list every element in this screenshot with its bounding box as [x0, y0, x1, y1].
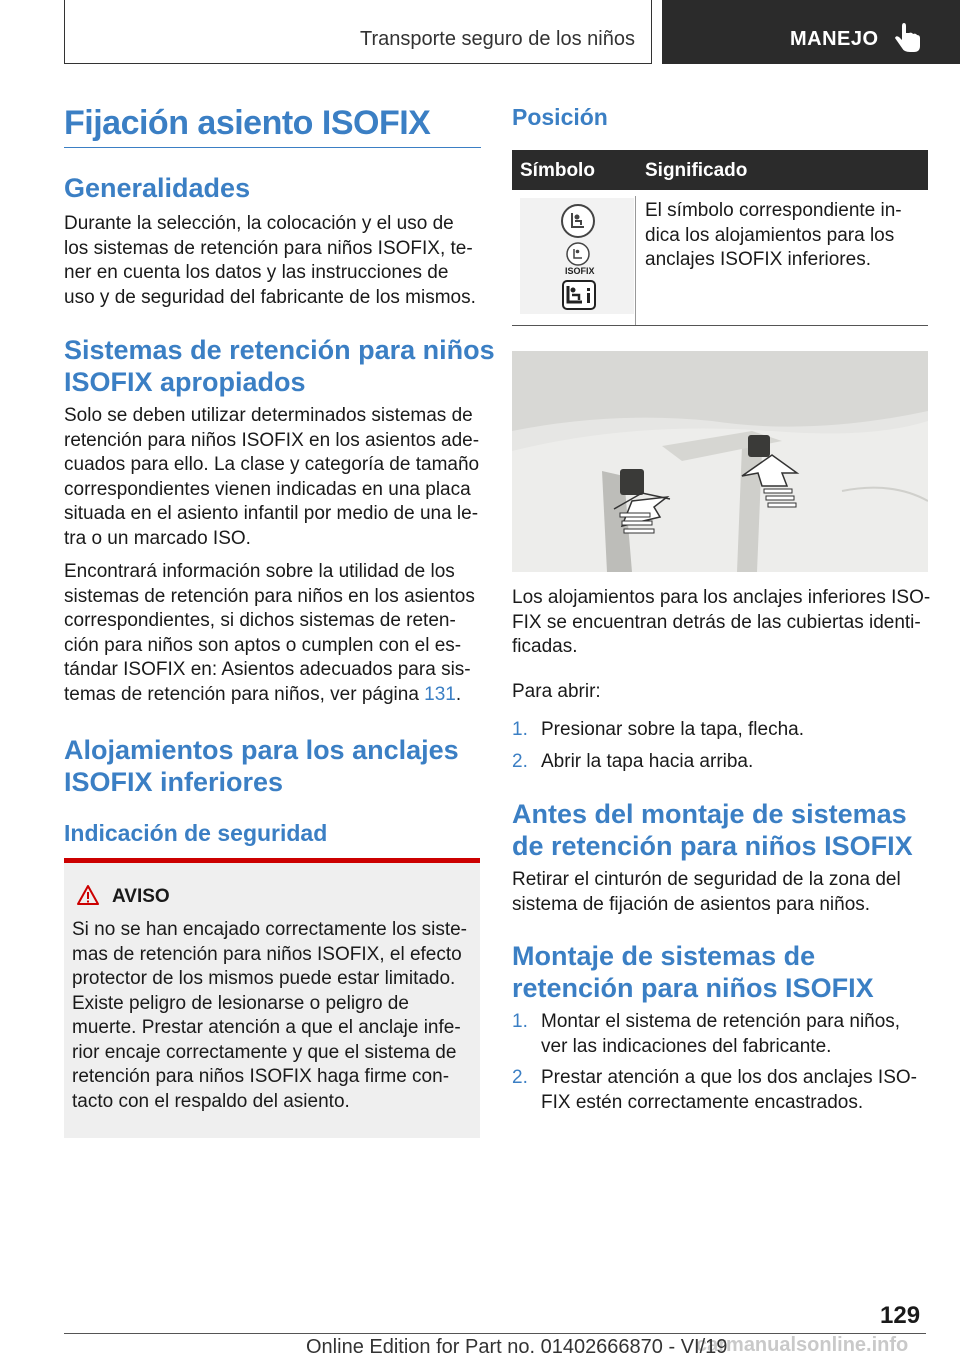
text-line: Existe peligro de lesionarse o peligro de: [72, 992, 409, 1014]
text-line: cuados para ello. La clase y categoría de tamaño: [64, 454, 480, 475]
text-line: protector de los mismos puede estar limitado.: [72, 968, 456, 989]
text-line: Retirar el cinturón de seguridad de la zona del: [512, 869, 901, 890]
list-item: [512, 750, 754, 775]
text-line: Los alojamientos para los anclajes inferiores ISO‐: [512, 587, 931, 608]
sistemas-paragraph-2: [64, 560, 475, 707]
heading-line: ISOFIX apropiados: [64, 367, 306, 397]
footer-edition: Online Edition for Part no. 01402666870 - VI/19: [306, 1336, 728, 1358]
text-line: ver las indicaciones del fabricante.: [541, 1035, 832, 1057]
heading-indicacion: Indicación de seguridad: [64, 820, 328, 846]
heading-line: de retención para niños ISOFIX: [512, 831, 913, 861]
list-item: [512, 718, 804, 743]
heading-posicion: Posición: [512, 104, 608, 130]
list-item: [512, 1066, 928, 1113]
table-bottom-rule: [512, 325, 928, 326]
heading-line: Antes del montaje de sistemas: [512, 799, 907, 829]
section-title: Transporte seguro de los niños: [360, 28, 635, 50]
page-number: 129: [880, 1302, 921, 1329]
text-line: tacto con el respaldo del asiento.: [72, 1090, 350, 1112]
warning-triangle-icon: [76, 884, 100, 906]
heading-sistemas: [64, 334, 495, 398]
text-line: situada en el asiento infantil por medio de una le‐: [64, 503, 479, 524]
table-header-simbolo: Símbolo: [520, 160, 595, 181]
table-header-significado: Significado: [645, 160, 748, 181]
isofix-anchors-photo: [512, 351, 928, 572]
text-line: ner en cuenta los datos y las instrucciones de: [64, 262, 449, 283]
list-text: Abrir la tapa hacia arriba.: [541, 751, 754, 772]
sistemas-paragraph-1: [64, 404, 479, 551]
text-line: correspondientes, si dichos sistemas de reten‐: [64, 610, 456, 631]
header-bottom-border: [64, 63, 652, 64]
text-line: los sistemas de retención para niños ISOFIX, te‐: [64, 237, 473, 259]
text-line: Prestar atención a que los dos anclajes ISO‐: [541, 1067, 917, 1088]
text-line: correspondientes vienen indicadas en una placa: [64, 478, 471, 500]
list-text: [541, 1010, 900, 1059]
heading-antes: [512, 798, 913, 862]
heading-generalidades: Generalidades: [64, 173, 251, 203]
text-line: anclajes ISOFIX inferiores.: [645, 249, 871, 270]
text-line: retención para niños ISOFIX haga firme con‐: [72, 1066, 450, 1087]
text-line: rior encaje correctamente y que el sistema de: [72, 1041, 457, 1063]
list-number: 2.: [512, 1067, 528, 1088]
text-line: muerte. Prestar atención a que el anclaje infe‐: [72, 1017, 461, 1038]
page-title: Fijación asiento ISOFIX: [64, 104, 431, 142]
text-line: ción para niños son aptos o cumplen con el es‐: [64, 634, 462, 656]
heading-line: Montaje de sistemas de: [512, 941, 816, 971]
text-line: sistemas de retención para niños en los asientos: [64, 585, 475, 607]
text-line: uso y de seguridad del fabricante de los mismos.: [64, 286, 476, 308]
text-line: mas de retención para niños ISOFIX, el efecto: [72, 943, 462, 965]
child-seat-small-icon: [565, 241, 591, 267]
chapter-tab-label: MANEJO: [790, 28, 879, 50]
child-seat-circle-icon: [560, 203, 596, 239]
text-line: Durante la selección, la colocación y el uso de: [64, 213, 454, 234]
heading-line: Sistemas de retención para niños: [64, 335, 495, 365]
text-line: Si no se han encajado correctamente los siste‐: [72, 919, 467, 940]
seat-anchor-icon: [562, 280, 596, 310]
list-number: 1.: [512, 1011, 528, 1032]
text-line: tra o un marcado ISO.: [64, 527, 251, 549]
hand-pointer-icon: [892, 22, 924, 56]
text-fragment: temas de retención para niños, ver página: [64, 683, 425, 705]
table-meaning-text: [645, 199, 902, 273]
heading-line: retención para niños ISOFIX: [512, 973, 874, 1003]
text-fragment: .: [455, 683, 462, 705]
text-line: El símbolo correspondiente in‐: [645, 200, 902, 221]
generalidades-paragraph: [64, 212, 476, 310]
list-text: [541, 1066, 917, 1115]
text-line: [64, 683, 475, 708]
table-column-divider: [635, 196, 636, 326]
list-number: 2.: [512, 751, 528, 772]
para-abrir-label: Para abrir:: [512, 681, 601, 702]
title-rule: [64, 147, 481, 148]
heading-line: Alojamientos para los anclajes: [64, 735, 459, 765]
text-line: FIX estén correctamente encastrados.: [541, 1091, 864, 1113]
photo-caption: [512, 586, 930, 660]
heading-montaje: [512, 940, 874, 1004]
list-text: Presionar sobre la tapa, flecha.: [541, 719, 804, 740]
text-line: sistema de fijación de asientos para niños.: [512, 893, 871, 915]
warning-bar: [64, 858, 480, 863]
text-line: retención para niños ISOFIX en los asientos ade‐: [64, 429, 480, 451]
warning-title: AVISO: [112, 886, 170, 907]
watermark: carmanualsonline.info: [696, 1334, 909, 1356]
header-divider: [651, 0, 652, 64]
list-item: [512, 1010, 928, 1057]
warning-text: [72, 918, 467, 1114]
text-line: Montar el sistema de retención para niños,: [541, 1011, 901, 1032]
text-line: Encontrará información sobre la utilidad de los: [64, 561, 455, 582]
heading-line: ISOFIX inferiores: [64, 767, 284, 797]
page-link[interactable]: 131: [424, 683, 456, 705]
text-line: FIX se encuentran detrás de las cubiertas identi‐: [512, 611, 921, 633]
text-line: tándar ISOFIX en: Asientos adecuados para sis‐: [64, 659, 471, 680]
list-number: 1.: [512, 719, 528, 740]
heading-alojamientos: [64, 734, 459, 798]
text-line: ficadas.: [512, 636, 578, 657]
header-left-border: [64, 0, 65, 64]
text-line: dica los alojamientos para los: [645, 224, 895, 246]
antes-paragraph: [512, 868, 901, 917]
text-line: Solo se deben utilizar determinados sistemas de: [64, 405, 473, 426]
isofix-icon-label: ISOFIX: [565, 266, 595, 276]
